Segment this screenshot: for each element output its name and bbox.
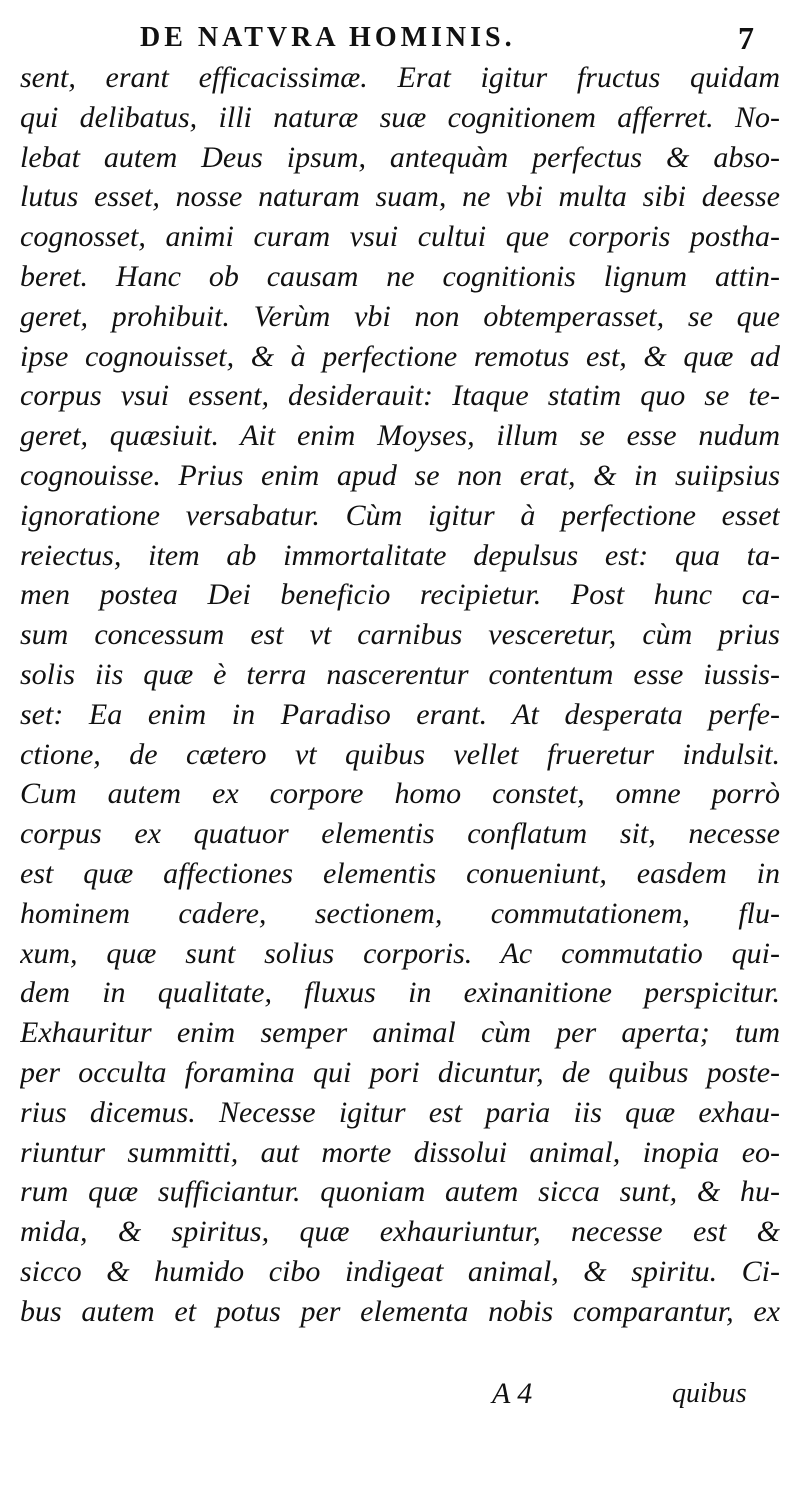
text-line: lutus esset, nosse naturam suam, ne vbi multa sibi deesse: [20, 180, 780, 214]
text-line: dem in qualitate, fluxus in exinanitione perspicitur.: [20, 976, 780, 1010]
text-line: ctione, de cætero vt quibus vellet frueretur indulsit.: [20, 737, 780, 771]
running-title: DE NATVRA HOMINIS.: [140, 22, 516, 53]
text-line: men postea Dei beneficio recipietur. Post hunc ca-: [20, 578, 780, 612]
text-line: cognosset, animi curam vsui cultui que corporis postha-: [20, 220, 780, 254]
signature-mark: A 4: [492, 1377, 533, 1410]
catchword: quibus: [672, 1378, 747, 1409]
text-line: est quæ affectiones elementis conueniunt, easdem in: [20, 856, 780, 890]
text-line: hominem cadere, sectionem, commutationem, flu-: [20, 896, 780, 930]
body-text: [20, 58, 780, 1332]
text-line: sum concessum est vt carnibus vesceretur, cùm prius: [20, 618, 780, 652]
text-line: corpus ex quatuor elementis conflatum sit, necesse: [20, 817, 780, 851]
text-line: geret, prohibuit. Verùm vbi non obtemperasset, se que: [20, 299, 780, 333]
text-line: rum quæ sufficiantur. quoniam autem sicca sunt, & hu-: [20, 1175, 780, 1209]
text-line: qui delibatus, illi naturæ suæ cognitionem afferret. No-: [20, 100, 780, 134]
text-line: cognouisse. Prius enim apud se non erat, & in suiipsius: [20, 458, 780, 492]
text-line: set: Ea enim in Paradiso erant. At desperata perfe-: [20, 697, 780, 731]
text-line: Cum autem ex corpore homo constet, omne porrò: [20, 777, 780, 811]
text-line: sent, erant efficacissimæ. Erat igitur fructus quidam: [20, 61, 780, 94]
text-line: bus autem et potus per elementa nobis comparantur, ex: [20, 1294, 780, 1328]
text-line: mida, & spiritus, quæ exhauriuntur, necesse est &: [20, 1215, 780, 1249]
text-line: ignoratione versabatur. Cùm igitur à perfectione esset: [20, 498, 780, 532]
text-line: riuntur summitti, aut morte dissolui animal, inopia eo-: [20, 1135, 780, 1169]
page-footer: [0, 1374, 800, 1424]
text-line: reiectus, item ab immortalitate depulsus est: qua ta-: [20, 538, 780, 572]
text-line: per occulta foramina qui pori dicuntur, de quibus poste-: [20, 1055, 780, 1089]
text-line: geret, quæsiuit. Ait enim Moyses, illum se esse nudum: [20, 419, 780, 453]
text-line: rius dicemus. Necesse igitur est paria iis quæ exhau-: [20, 1095, 780, 1129]
page-number: 7: [738, 20, 754, 56]
text-line: sicco & humido cibo indigeat animal, & spiritu. Ci-: [20, 1254, 780, 1288]
text-line: solis iis quæ è terra nascerentur contentum esse iussis-: [20, 657, 780, 691]
text-line: lebat autem Deus ipsum, antequàm perfectus & abso-: [20, 140, 780, 174]
text-line: ipse cognouisset, & à perfectione remotus est, & quæ ad: [20, 339, 780, 373]
text-line: beret. Hanc ob causam ne cognitionis lignum attin-: [20, 259, 780, 293]
text-line: corpus vsui essent, desiderauit: Itaque statim quo se te-: [20, 379, 780, 413]
text-line: xum, quæ sunt solius corporis. Ac commutatio qui-: [20, 936, 780, 970]
text-line: Exhauritur enim semper animal cùm per aperta; tum: [20, 1016, 780, 1050]
